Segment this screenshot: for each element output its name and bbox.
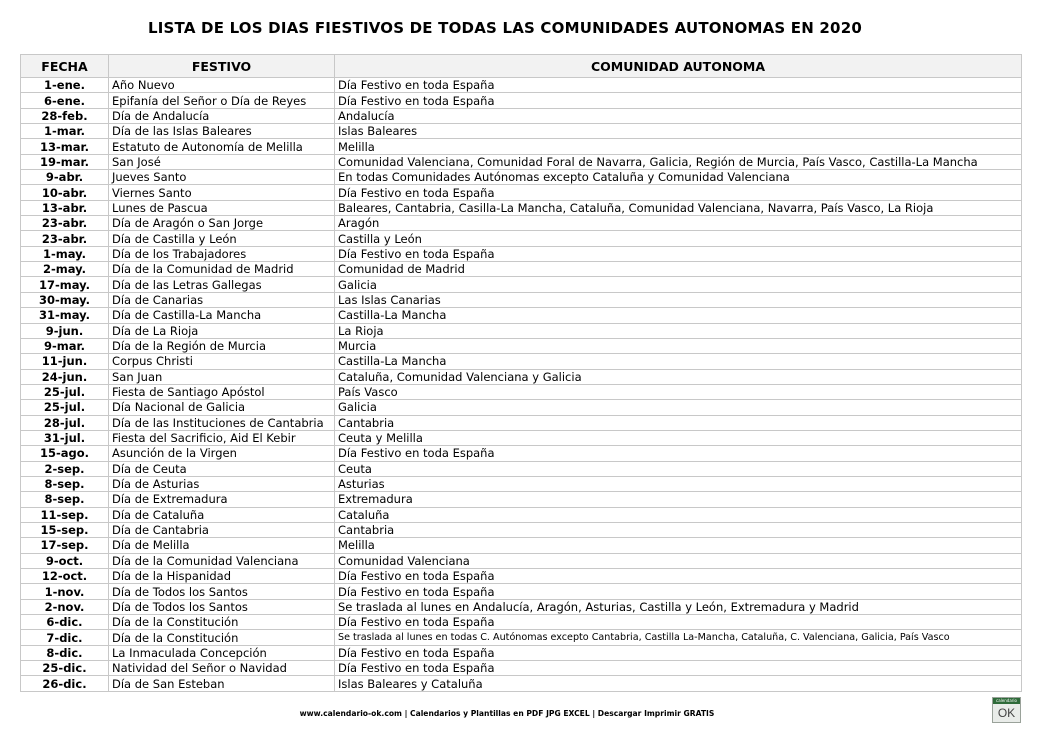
cell-date: 6-ene.: [21, 93, 109, 108]
cell-community: Ceuta y Melilla: [335, 430, 1022, 445]
cell-holiday: Día de Castilla-La Mancha: [109, 308, 335, 323]
cell-date: 17-sep.: [21, 538, 109, 553]
cell-community: Día Festivo en toda España: [335, 569, 1022, 584]
cell-community: Murcia: [335, 338, 1022, 353]
cell-holiday: Día de Todos los Santos: [109, 599, 335, 614]
cell-holiday: Jueves Santo: [109, 170, 335, 185]
cell-date: 12-oct.: [21, 569, 109, 584]
table-row: [21, 231, 1022, 246]
cell-date: 30-may.: [21, 292, 109, 307]
cell-date: 1-may.: [21, 246, 109, 261]
table-row: [21, 630, 1022, 645]
cell-date: 2-may.: [21, 262, 109, 277]
cell-date: 8-sep.: [21, 476, 109, 491]
cell-date: 24-jun.: [21, 369, 109, 384]
cell-community: País Vasco: [335, 384, 1022, 399]
cell-community: Día Festivo en toda España: [335, 93, 1022, 108]
cell-date: 25-dic.: [21, 661, 109, 676]
cell-holiday: Día de los Trabajadores: [109, 246, 335, 261]
cell-community: Castilla-La Mancha: [335, 308, 1022, 323]
cell-holiday: Día de Andalucía: [109, 108, 335, 123]
cell-date: 8-sep.: [21, 492, 109, 507]
cell-date: 11-sep.: [21, 507, 109, 522]
cell-community: Las Islas Canarias: [335, 292, 1022, 307]
cell-holiday: Día de Cataluña: [109, 507, 335, 522]
cell-holiday: San José: [109, 154, 335, 169]
table-row: [21, 154, 1022, 169]
cell-community: Islas Baleares y Cataluña: [335, 676, 1022, 691]
table-row: [21, 461, 1022, 476]
cell-holiday: Día de Canarias: [109, 292, 335, 307]
cell-community: Asturias: [335, 476, 1022, 491]
cell-holiday: Natividad del Señor o Navidad: [109, 661, 335, 676]
cell-holiday: Asunción de la Virgen: [109, 446, 335, 461]
column-header-community: COMUNIDAD AUTONOMA: [335, 55, 1022, 78]
table-row: [21, 108, 1022, 123]
cell-community: Comunidad Valenciana, Comunidad Foral de Navarra, Galicia, Región de Murcia, País Vasco, Castilla-La Mancha: [335, 154, 1022, 169]
table-row: [21, 584, 1022, 599]
cell-community: Extremadura: [335, 492, 1022, 507]
cell-date: 31-may.: [21, 308, 109, 323]
cell-community: Día Festivo en toda España: [335, 615, 1022, 630]
table-row: [21, 446, 1022, 461]
cell-community: Comunidad de Madrid: [335, 262, 1022, 277]
cell-holiday: Día de Extremadura: [109, 492, 335, 507]
table-row: [21, 553, 1022, 568]
cell-date: 25-jul.: [21, 384, 109, 399]
cell-holiday: Epifanía del Señor o Día de Reyes: [109, 93, 335, 108]
cell-holiday: Día de Todos los Santos: [109, 584, 335, 599]
cell-community: Día Festivo en toda España: [335, 446, 1022, 461]
cell-community: Día Festivo en toda España: [335, 645, 1022, 660]
cell-holiday: Día de la Constitución: [109, 615, 335, 630]
table-row: [21, 93, 1022, 108]
column-header-date: FECHA: [21, 55, 109, 78]
table-row: [21, 476, 1022, 491]
cell-holiday: Día de San Esteban: [109, 676, 335, 691]
cell-community: Día Festivo en toda España: [335, 246, 1022, 261]
table-row: [21, 292, 1022, 307]
table-row: [21, 200, 1022, 215]
cell-date: 13-abr.: [21, 200, 109, 215]
cell-community: La Rioja: [335, 323, 1022, 338]
table-row: [21, 369, 1022, 384]
cell-community: Melilla: [335, 538, 1022, 553]
cell-date: 9-oct.: [21, 553, 109, 568]
table-row: [21, 599, 1022, 614]
table-row: [21, 507, 1022, 522]
footer-text: www.calendario-ok.com | Calendarios y Plantillas en PDF JPG EXCEL | Descargar Imprimir GRATIS: [299, 709, 715, 718]
table-row: [21, 522, 1022, 537]
cell-holiday: Día de la Constitución: [109, 630, 335, 645]
cell-community: Galicia: [335, 277, 1022, 292]
table-row: [21, 492, 1022, 507]
cell-holiday: Día de Castilla y León: [109, 231, 335, 246]
cell-date: 23-abr.: [21, 216, 109, 231]
cell-holiday: Viernes Santo: [109, 185, 335, 200]
cell-community: Andalucía: [335, 108, 1022, 123]
cell-community: Día Festivo en toda España: [335, 661, 1022, 676]
cell-community: Se traslada al lunes en Andalucía, Aragón, Asturias, Castilla y León, Extremadura y Madrid: [335, 599, 1022, 614]
cell-date: 23-abr.: [21, 231, 109, 246]
cell-holiday: Día de las Letras Gallegas: [109, 277, 335, 292]
cell-date: 1-nov.: [21, 584, 109, 599]
cell-holiday: Corpus Christi: [109, 354, 335, 369]
cell-date: 2-nov.: [21, 599, 109, 614]
cell-date: 8-dic.: [21, 645, 109, 660]
cell-date: 28-jul.: [21, 415, 109, 430]
cell-date: 17-may.: [21, 277, 109, 292]
cell-community: Islas Baleares: [335, 124, 1022, 139]
cell-community: Galicia: [335, 400, 1022, 415]
cell-community: En todas Comunidades Autónomas excepto Cataluña y Comunidad Valenciana: [335, 170, 1022, 185]
cell-community: Castilla-La Mancha: [335, 354, 1022, 369]
table-row: [21, 538, 1022, 553]
table-row: [21, 415, 1022, 430]
cell-date: 13-mar.: [21, 139, 109, 154]
cell-holiday: Estatuto de Autonomía de Melilla: [109, 139, 335, 154]
cell-date: 15-sep.: [21, 522, 109, 537]
table-row: [21, 338, 1022, 353]
table-header-row: [21, 55, 1022, 78]
cell-holiday: Fiesta del Sacrificio, Aid El Kebir: [109, 430, 335, 445]
cell-community: Comunidad Valenciana: [335, 553, 1022, 568]
cell-community: Castilla y León: [335, 231, 1022, 246]
cell-community: Se traslada al lunes en todas C. Autónomas excepto Cantabria, Castilla La-Mancha, Cataluña, C. Valenciana, Galicia, País Vasco: [335, 630, 1022, 645]
cell-date: 6-dic.: [21, 615, 109, 630]
cell-date: 1-mar.: [21, 124, 109, 139]
cell-community: Cantabria: [335, 522, 1022, 537]
cell-community: Aragón: [335, 216, 1022, 231]
cell-date: 25-jul.: [21, 400, 109, 415]
table-row: [21, 124, 1022, 139]
table-row: [21, 676, 1022, 691]
cell-date: 10-abr.: [21, 185, 109, 200]
cell-holiday: Día de Asturias: [109, 476, 335, 491]
table-row: [21, 615, 1022, 630]
table-row: [21, 354, 1022, 369]
table-row: [21, 262, 1022, 277]
cell-date: 15-ago.: [21, 446, 109, 461]
cell-community: Baleares, Cantabria, Casilla-La Mancha, Cataluña, Comunidad Valenciana, Navarra, País Vasco, La Rioja: [335, 200, 1022, 215]
table-row: [21, 430, 1022, 445]
calendario-ok-logo[interactable]: [992, 697, 1021, 723]
logo-ok-text: OK: [997, 706, 1016, 720]
cell-holiday: Día de las Instituciones de Cantabria: [109, 415, 335, 430]
cell-date: 2-sep.: [21, 461, 109, 476]
cell-date: 7-dic.: [21, 630, 109, 645]
cell-holiday: Día de Ceuta: [109, 461, 335, 476]
table-row: [21, 277, 1022, 292]
cell-community: Día Festivo en toda España: [335, 584, 1022, 599]
table-row: [21, 384, 1022, 399]
holidays-table: [20, 54, 1022, 692]
cell-community: Día Festivo en toda España: [335, 185, 1022, 200]
cell-community: Cataluña: [335, 507, 1022, 522]
table-row: [21, 661, 1022, 676]
cell-holiday: Día de la Comunidad Valenciana: [109, 553, 335, 568]
cell-community: Melilla: [335, 139, 1022, 154]
cell-date: 19-mar.: [21, 154, 109, 169]
cell-community: Día Festivo en toda España: [335, 78, 1022, 93]
cell-holiday: Día de La Rioja: [109, 323, 335, 338]
table-row: [21, 185, 1022, 200]
cell-date: 31-jul.: [21, 430, 109, 445]
table-row: [21, 246, 1022, 261]
table-body: [21, 78, 1022, 692]
cell-date: 11-jun.: [21, 354, 109, 369]
cell-date: 26-dic.: [21, 676, 109, 691]
cell-holiday: Día de las Islas Baleares: [109, 124, 335, 139]
table-row: [21, 216, 1022, 231]
cell-community: Cataluña, Comunidad Valenciana y Galicia: [335, 369, 1022, 384]
cell-holiday: Lunes de Pascua: [109, 200, 335, 215]
cell-holiday: Fiesta de Santiago Apóstol: [109, 384, 335, 399]
cell-holiday: Día de Aragón o San Jorge: [109, 216, 335, 231]
cell-holiday: Día de la Comunidad de Madrid: [109, 262, 335, 277]
cell-holiday: San Juan: [109, 369, 335, 384]
table-row: [21, 170, 1022, 185]
cell-holiday: Año Nuevo: [109, 78, 335, 93]
cell-holiday: Día de Melilla: [109, 538, 335, 553]
cell-holiday: Día de la Región de Murcia: [109, 338, 335, 353]
cell-holiday: Día de la Hispanidad: [109, 569, 335, 584]
table-row: [21, 78, 1022, 93]
table-row: [21, 645, 1022, 660]
table-row: [21, 323, 1022, 338]
table-row: [21, 569, 1022, 584]
column-header-holiday: FESTIVO: [109, 55, 335, 78]
cell-community: Cantabria: [335, 415, 1022, 430]
cell-holiday: La Inmaculada Concepción: [109, 645, 335, 660]
table-row: [21, 400, 1022, 415]
cell-date: 9-abr.: [21, 170, 109, 185]
table-row: [21, 308, 1022, 323]
table-row: [21, 139, 1022, 154]
cell-date: 1-ene.: [21, 78, 109, 93]
cell-date: 28-feb.: [21, 108, 109, 123]
cell-date: 9-mar.: [21, 338, 109, 353]
cell-holiday: Día Nacional de Galicia: [109, 400, 335, 415]
cell-date: 9-jun.: [21, 323, 109, 338]
cell-community: Ceuta: [335, 461, 1022, 476]
cell-holiday: Día de Cantabria: [109, 522, 335, 537]
logo-band: calendario: [993, 698, 1020, 704]
page-title: LISTA DE LOS DIAS FIESTIVOS DE TODAS LAS COMUNIDADES AUTONOMAS EN 2020: [148, 19, 862, 37]
